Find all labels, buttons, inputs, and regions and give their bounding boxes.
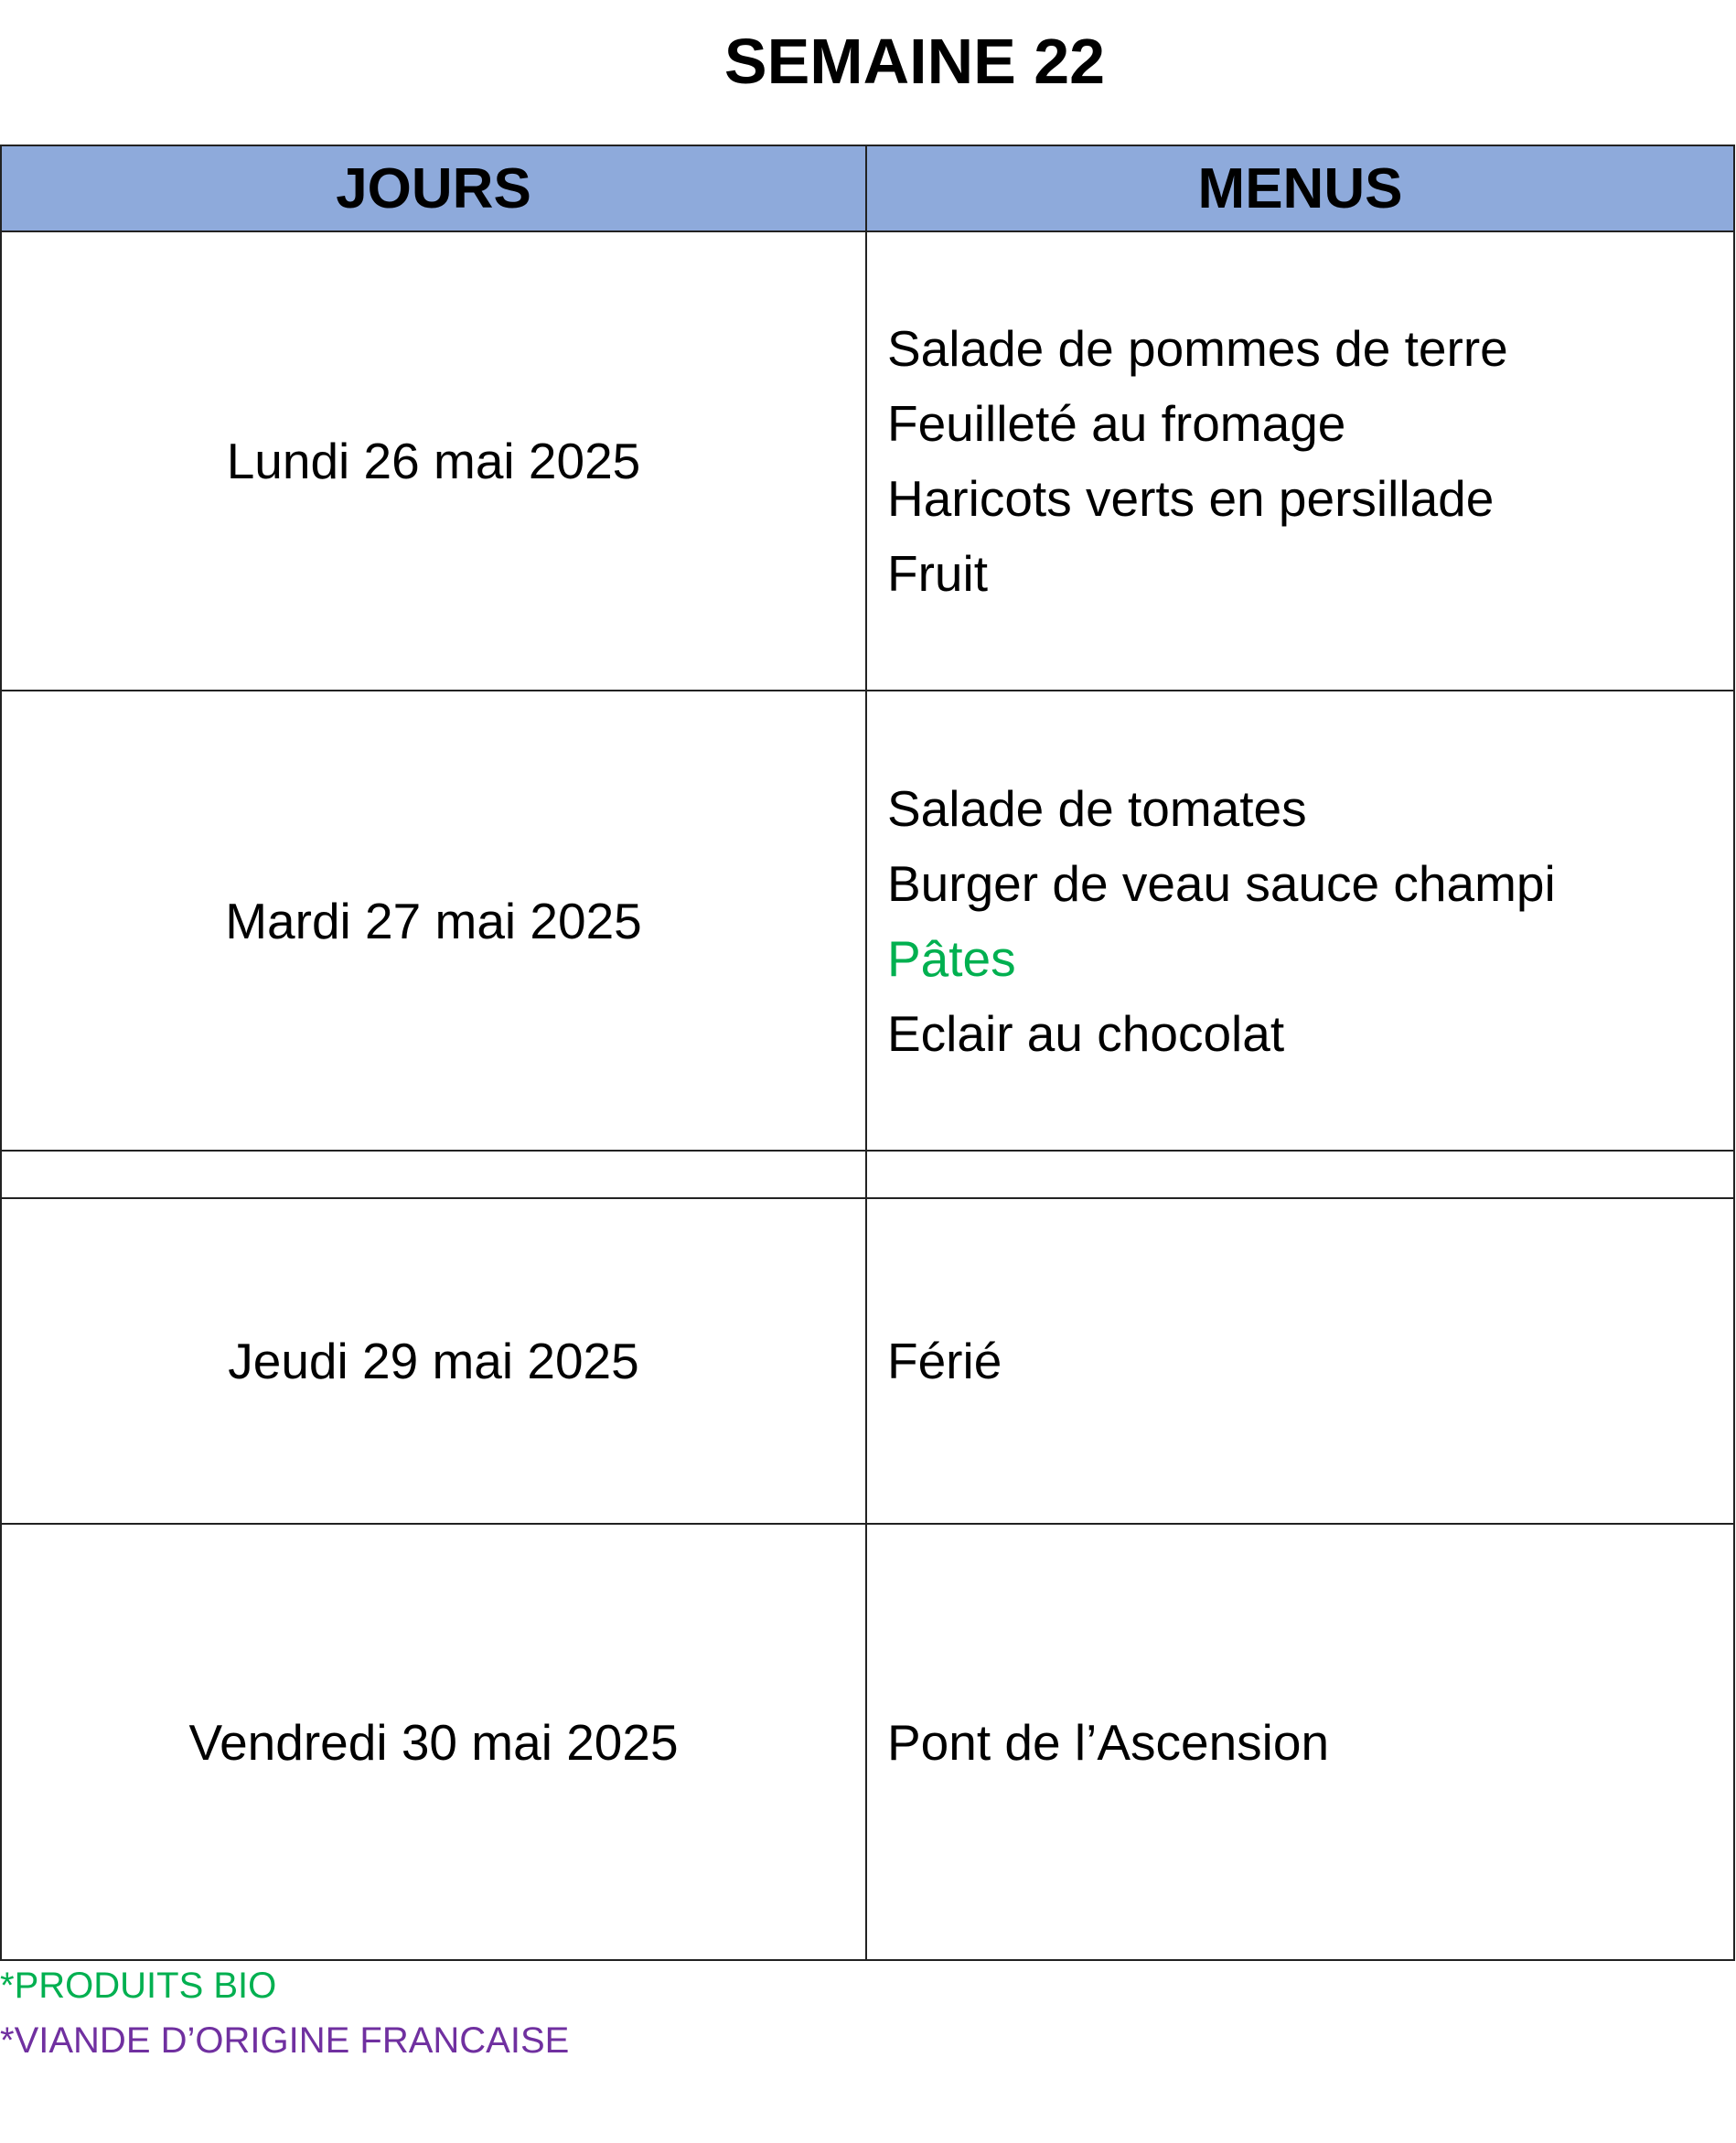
day-cell-friday: Vendredi 30 mai 2025 <box>1 1524 866 1960</box>
menu-item: Haricots verts en persillade <box>887 470 1495 527</box>
empty-cell <box>866 1151 1734 1198</box>
menu-cell-friday <box>866 1524 1734 1960</box>
page-title: SEMAINE 22 <box>723 26 1106 97</box>
table-header-row <box>1 145 1734 231</box>
table-row-monday <box>1 231 1734 691</box>
table-row-thursday <box>1 1198 1734 1524</box>
day-cell-monday: Lundi 26 mai 2025 <box>1 231 866 691</box>
legend-french-meat: *VIANDE D’ORIGINE FRANCAISE <box>0 2020 570 2061</box>
menu-item: Salade de tomates <box>887 779 1307 837</box>
table-row-empty <box>1 1151 1734 1198</box>
menu-cell-monday <box>866 231 1734 691</box>
header-menus: MENUS <box>866 145 1734 231</box>
menu-item: Pont de l’Ascension <box>887 1713 1330 1771</box>
empty-cell <box>1 1151 866 1198</box>
header-days: JOURS <box>1 145 866 231</box>
day-cell-tuesday: Mardi 27 mai 2025 <box>1 691 866 1151</box>
menu-item: Salade de pommes de terre <box>887 320 1508 377</box>
table-row-tuesday <box>1 691 1734 1151</box>
table-row-friday <box>1 1524 1734 1960</box>
menu-cell-tuesday <box>866 691 1734 1151</box>
day-cell-thursday: Jeudi 29 mai 2025 <box>1 1198 866 1524</box>
menu-item: Férié <box>887 1333 1002 1389</box>
menu-table <box>0 145 1735 1961</box>
legend-bio: *PRODUITS BIO <box>0 1966 277 2006</box>
menu-item: Fruit <box>887 545 988 602</box>
menu-item-bio: Pâtes <box>887 929 1016 987</box>
menu-cell-thursday <box>866 1198 1734 1524</box>
menu-item: Burger de veau sauce champi <box>887 854 1556 912</box>
menu-item: Feuilleté au fromage <box>887 395 1346 452</box>
menu-item: Eclair au chocolat <box>887 1004 1285 1062</box>
